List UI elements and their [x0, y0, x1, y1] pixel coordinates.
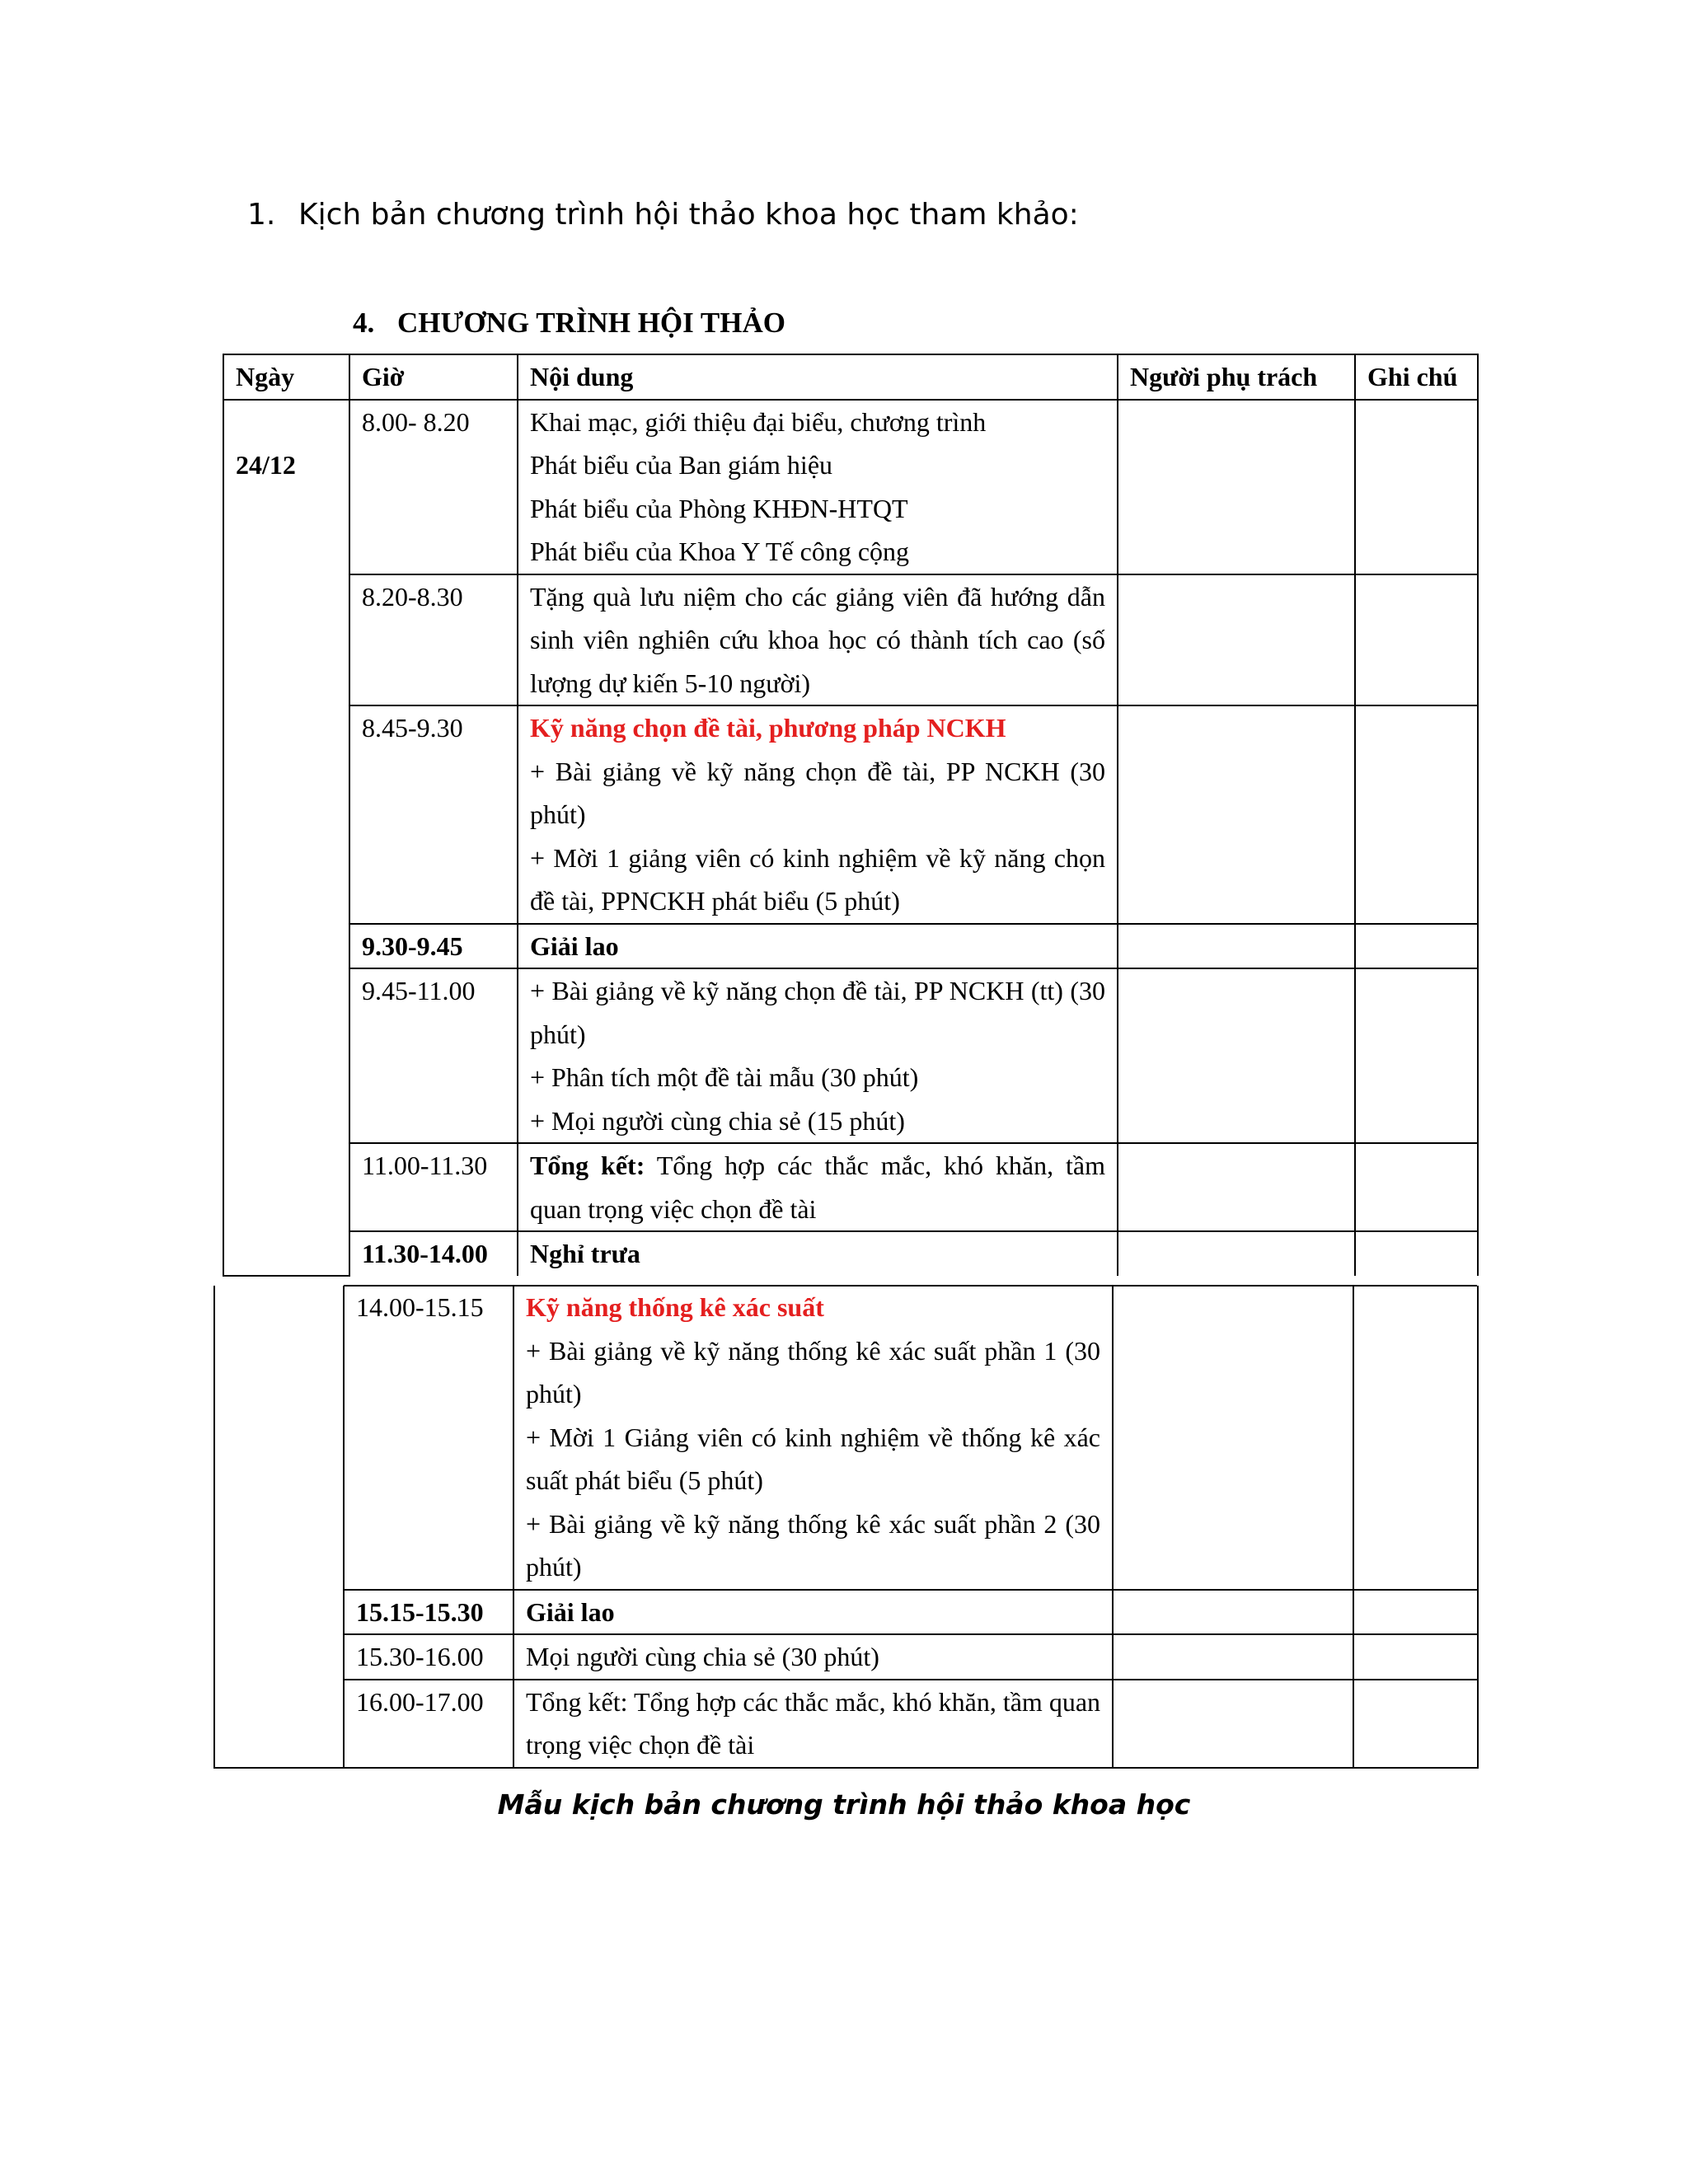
time-cell: 11.00-11.30 — [349, 1143, 518, 1231]
header-person: Người phụ trách — [1118, 354, 1355, 400]
time-cell: 15.30-16.00 — [344, 1634, 513, 1680]
person-cell — [1113, 1590, 1353, 1635]
section-number: 4. — [353, 307, 375, 339]
header-time: Giờ — [349, 354, 518, 400]
person-cell — [1113, 1286, 1353, 1590]
person-cell — [1118, 1143, 1355, 1231]
schedule-table-part-1 — [223, 354, 1479, 1277]
session-title: Kỹ năng thống kê xác suất — [526, 1292, 824, 1322]
content-item: + Phân tích một đề tài mẫu (30 phút) — [530, 1062, 919, 1092]
content-item: + Bài giảng về kỹ năng chọn đề tài, PP NCKH (tt) (30 phút) — [530, 976, 1105, 1049]
date-cell — [223, 400, 349, 1276]
heading-text: Kịch bản chương trình hội thảo khoa học tham khảo: — [298, 198, 1079, 232]
time-cell: 16.00-17.00 — [344, 1680, 513, 1768]
content-cell — [518, 400, 1118, 574]
content-line: Khai mạc, giới thiệu đại biểu, chương trình — [530, 406, 987, 437]
note-cell — [1355, 968, 1478, 1143]
time-cell: 11.30-14.00 — [349, 1231, 518, 1276]
content-item: + Bài giảng về kỹ năng chọn đề tài, PP NCKH (30 phút) — [530, 756, 1105, 829]
content-line: Phát biểu của Phòng KHĐN-HTQT — [530, 493, 908, 523]
table-row — [223, 1143, 1478, 1231]
table-row — [223, 574, 1478, 706]
note-cell — [1355, 705, 1478, 924]
note-cell — [1355, 1143, 1478, 1231]
table-row — [223, 705, 1478, 924]
table-row — [223, 968, 1478, 1143]
content-cell: Tổng kết: Tổng hợp các thắc mắc, khó khăn, tầm quan trọng việc chọn đề tài — [513, 1680, 1113, 1768]
time-cell: 9.30-9.45 — [349, 924, 518, 969]
table-row — [214, 1680, 1478, 1768]
summary-text: Tổng hợp các thắc mắc, khó khăn, tầm quan trọng việc chọn đề tài — [530, 1151, 1106, 1224]
schedule-table-part-2 — [213, 1286, 1479, 1769]
note-cell — [1353, 1286, 1478, 1590]
time-cell: 14.00-15.15 — [344, 1286, 513, 1590]
header-note: Ghi chú — [1355, 354, 1478, 400]
person-cell — [1118, 400, 1355, 574]
note-cell — [1355, 924, 1478, 969]
time-cell: 8.45-9.30 — [349, 705, 518, 924]
content-cell — [518, 968, 1118, 1143]
time-cell: 9.45-11.00 — [349, 968, 518, 1143]
section-title — [353, 307, 785, 340]
note-cell — [1353, 1634, 1478, 1680]
content-cell: Giải lao — [518, 924, 1118, 969]
content-item: + Mời 1 Giảng viên có kinh nghiệm về thống kê xác suất phát biểu (5 phút) — [526, 1422, 1100, 1495]
content-cell — [513, 1286, 1113, 1590]
header-content: Nội dung — [518, 354, 1118, 400]
note-cell — [1355, 400, 1478, 574]
note-cell — [1355, 574, 1478, 706]
note-cell — [1353, 1680, 1478, 1768]
content-line: Phát biểu của Khoa Y Tế công cộng — [530, 537, 910, 566]
date-value: 24/12 — [236, 449, 296, 480]
person-cell — [1118, 1231, 1355, 1276]
content-item: + Mọi người cùng chia sẻ (15 phút) — [530, 1105, 905, 1136]
table-row — [214, 1286, 1478, 1590]
heading-number: 1. — [247, 198, 276, 232]
content-item: + Bài giảng về kỹ năng thống kê xác suất phần 2 (30 phút) — [526, 1508, 1100, 1582]
content-cell: Giải lao — [513, 1590, 1113, 1635]
figure-caption: Mẫu kịch bản chương trình hội thảo khoa học — [497, 1788, 1191, 1821]
content-item: + Bài giảng về kỹ năng thống kê xác suất phần 1 (30 phút) — [526, 1335, 1100, 1408]
table-row — [223, 400, 1478, 574]
table-row — [214, 1590, 1478, 1635]
content-cell — [518, 705, 1118, 924]
person-cell — [1118, 968, 1355, 1143]
content-item: + Mời 1 giảng viên có kinh nghiệm về kỹ năng chọn đề tài, PPNCKH phát biểu (5 phút) — [530, 842, 1105, 916]
document-heading — [247, 198, 1079, 232]
content-line: Phát biểu của Ban giám hiệu — [530, 450, 833, 480]
session-title: Kỹ năng chọn đề tài, phương pháp NCKH — [530, 713, 1006, 743]
person-cell — [1113, 1680, 1353, 1768]
summary-label: Tổng kết: — [530, 1151, 645, 1180]
content-cell: Tặng quà lưu niệm cho các giảng viên đã hướng dẫn sinh viên nghiên cứu khoa học có thành tích cao (số lượng dự kiến 5-10 người) — [518, 574, 1118, 706]
date-cell-continued — [214, 1286, 344, 1768]
content-cell: Nghỉ trưa — [518, 1231, 1118, 1276]
content-cell: Mọi người cùng chia sẻ (30 phút) — [513, 1634, 1113, 1680]
person-cell — [1118, 924, 1355, 969]
content-cell — [518, 1143, 1118, 1231]
table-row — [214, 1634, 1478, 1680]
person-cell — [1118, 574, 1355, 706]
person-cell — [1118, 705, 1355, 924]
note-cell — [1355, 1231, 1478, 1276]
note-cell — [1353, 1590, 1478, 1635]
time-cell: 15.15-15.30 — [344, 1590, 513, 1635]
table-row — [223, 924, 1478, 969]
time-cell: 8.00- 8.20 — [349, 400, 518, 574]
section-title-text: CHƯƠNG TRÌNH HỘI THẢO — [397, 307, 785, 339]
header-date: Ngày — [223, 354, 349, 400]
person-cell — [1113, 1634, 1353, 1680]
table-row — [223, 1231, 1478, 1276]
header-row — [223, 354, 1478, 400]
time-cell: 8.20-8.30 — [349, 574, 518, 706]
table-break-rule — [344, 1285, 1477, 1286]
